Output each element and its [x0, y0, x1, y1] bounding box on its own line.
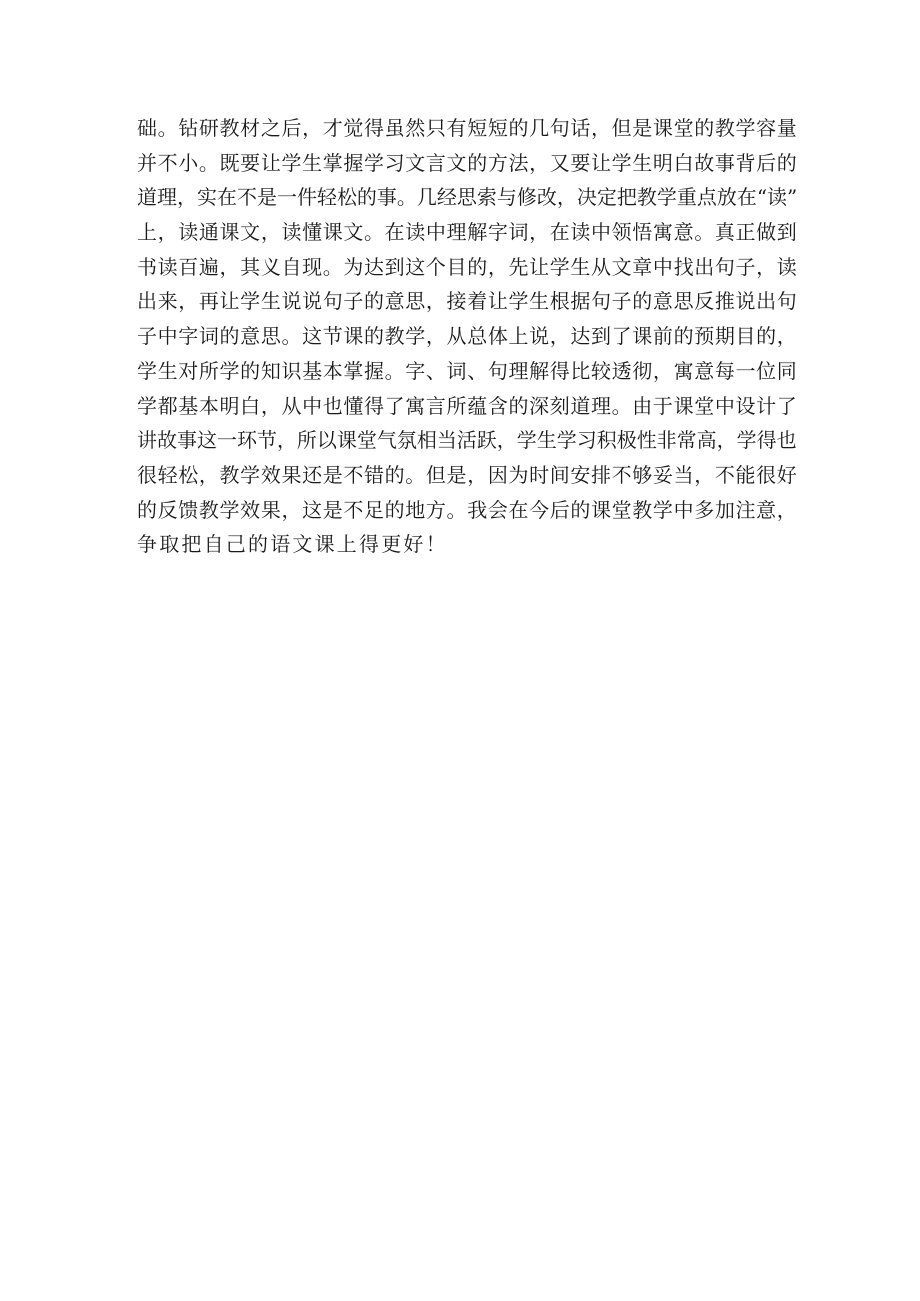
text-line: 学生对所学的知识基本掌握。字、词、句理解得比较透彻，寓意每一位同 — [137, 358, 798, 383]
text-line: 子中字词的意思。这节课的教学，从总体上说，达到了课前的预期目的， — [137, 324, 798, 349]
text-line: 并不小。既要让学生掌握学习文言文的方法，又要让学生明白故事背后的 — [137, 150, 798, 175]
text-line: 学都基本明白，从中也懂得了寓言所蕴含的深刻道理。由于课堂中设计了 — [137, 393, 798, 418]
text-line: 书读百遍，其义自现。为达到这个目的，先让学生从文章中找出句子，读 — [137, 254, 798, 279]
text-line: 争取把自己的语文课上得更好！ — [137, 532, 448, 557]
body-paragraph — [137, 111, 798, 562]
text-line: 础。钻研教材之后，才觉得虽然只有短短的几句话，但是课堂的教学容量 — [137, 116, 798, 140]
text-line: 很轻松，教学效果还是不错的。但是，因为时间安排不够妥当，不能很好 — [137, 462, 798, 487]
text-line: 上，读通课文，读懂课文。在读中理解字词，在读中领悟寓意。真正做到 — [137, 220, 798, 245]
text-line: 的反馈教学效果，这是不足的地方。我会在今后的课堂教学中多加注意， — [137, 497, 798, 522]
text-line: 讲故事这一环节，所以课堂气氛相当活跃，学生学习积极性非常高，学得也 — [137, 428, 797, 453]
text-line: 出来，再让学生说说句子的意思，接着让学生根据句子的意思反推说出句 — [137, 289, 798, 314]
text-line: 道理，实在不是一件轻松的事。几经思索与修改，决定把教学重点放在“读” — [137, 185, 798, 210]
